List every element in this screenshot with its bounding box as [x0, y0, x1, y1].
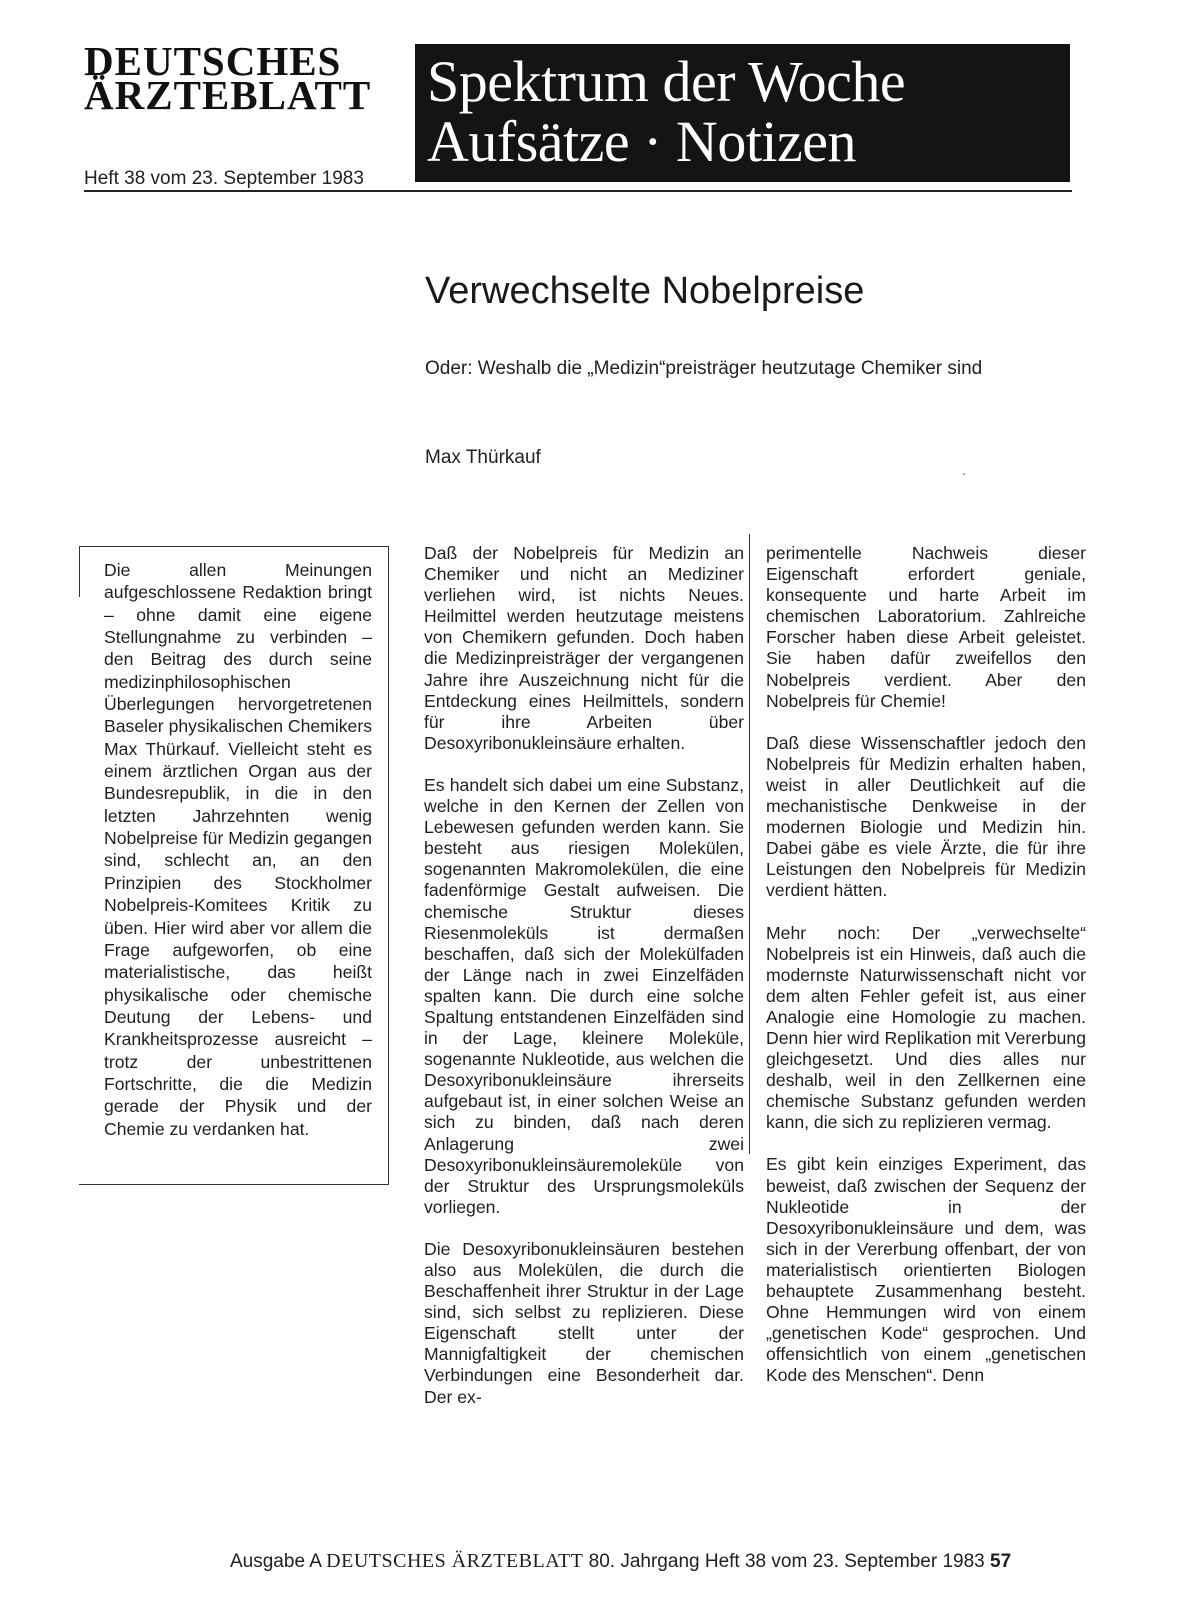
article-author: Max Thürkauf	[425, 447, 541, 468]
section-banner	[415, 44, 1070, 182]
page-number: 57	[990, 1551, 1012, 1572]
article-column-1	[424, 543, 744, 1429]
paragraph: Es gibt kein einziges Experiment, das beweist, daß zwischen der Sequenz der Nukleotide in der Desoxyribonukleinsäure und dem, was sich in der Vererbung offenbart, der von materialistisch orientierten Biologen behauptete Zusammenhang besteht. Ohne Hemmungen wird von einem „genetischen Kode“ gesprochen. Und offensichtlich von einem „genetischen Kode des Menschen“. Denn	[766, 1154, 1086, 1386]
editorial-note-text: Die allen Meinungen aufgeschlossene Redaktion bringt – ohne damit eine eigene Stellungnahme zu verbinden – den Beitrag des durch seine medizinphilosophischen Überlegungen hervorgetretenen Baseler physikalischen Chemikers Max Thürkauf. Vielleicht steht es einem ärztlichen Organ aus der Bundesrepublik, in die in den letzten Jahrzehnten wenig Nobelpreise für Medizin gegangen sind, schlecht an, an den Prinzipien des Stockholmer Nobelpreis-Komitees Kritik zu üben. Hier wird aber vor allem die Frage aufgeworfen, ob eine materialistische, das heißt physikalische oder chemische Deutung der Lebens- und Krankheitsprozesse ausreicht – trotz der unbestrittenen Fortschritte, die die Medizin gerade der Physik und der Chemie zu verdanken hat.	[104, 560, 372, 1139]
box-bracket	[79, 547, 80, 597]
paragraph: Es handelt sich dabei um eine Substanz, welche in den Kernen der Zellen von Lebewesen gefunden werden kann. Sie besteht aus riesigen Molekülen, sogenannten Makromolekülen, die eine fadenförmige Gestalt aufweisen. Die chemische Struktur dieses Riesenmoleküls ist dermaßen beschaffen, daß sich der Molekülfaden der Länge nach in zwei Einzelfäden spalten kann. Die durch eine solche Spaltung entstandenen Einzelfäden sind in der Lage, kleinere Moleküle, sogenannte Nukleotide, aus welchen die Desoxyribonukleinsäure ihrerseits aufgebaut ist, in einer solchen Weise an sich zu binden, daß nach deren Anlagerung zwei Desoxyribonukleinsäuremoleküle von der Struktur des Ursprungsmoleküls vorliegen.	[424, 774, 744, 1217]
paragraph: Mehr noch: Der „verwechselte“ Nobelpreis ist ein Hinweis, daß auch die modernste Naturwissenschaft nicht vor dem alten Fehler gefeit ist, aus einer Analogie eine Homologie zu machen. Denn hier wird Replikation mit Vererbung gleichgesetzt. Und dies alles nur deshalb, weil in den Zellkernen eine chemische Substanz gefunden werden kann, die sich zu replizieren vermag.	[766, 922, 1086, 1133]
journal-logo	[84, 38, 404, 118]
footer-journal: DEUTSCHES ÄRZTEBLATT	[326, 1550, 584, 1572]
header-divider	[84, 190, 1072, 192]
issue-date: Heft 38 vom 23. September 1983	[84, 168, 364, 189]
column-divider	[749, 534, 750, 1154]
page-footer	[230, 1550, 1011, 1573]
journal-name-line2: ÄRZTEBLATT	[84, 72, 372, 118]
paragraph: perimentelle Nachweis dieser Eigenschaft erfordert geniale, konsequente und harte Arbeit im chemischen Laboratorium. Zahlreiche Forscher haben diese Arbeit geleistet. Sie haben dafür zweifellos den Nobelpreis verdient. Aber den Nobelpreis für Chemie!	[766, 543, 1086, 711]
footer-volume: 80. Jahrgang Heft 38 vom 23. September 1983	[588, 1551, 985, 1572]
journal-name-line1: DEUTSCHES	[84, 38, 342, 84]
article-column-2	[766, 543, 1086, 1407]
article-title: Verwechselte Nobelpreise	[425, 270, 865, 312]
paragraph: Daß diese Wissenschaftler jedoch den Nobelpreis für Medizin erhalten haben, weist in aller Deutlichkeit auf die mechanistische Denkweise in der modernen Biologie und Medizin hin. Dabei gäbe es viele Ärzte, die für ihre Leistungen den Nobelpreis für Medizin verdient hätten.	[766, 732, 1086, 901]
section-title-line1: Spektrum der Woche	[427, 49, 906, 114]
editorial-note-box	[79, 546, 389, 1185]
article-subtitle: Oder: Weshalb die „Medizin“preisträger heutzutage Chemiker sind	[425, 358, 983, 379]
scan-speck	[963, 473, 965, 475]
footer-edition: Ausgabe A	[230, 1551, 321, 1572]
section-title-line2: Aufsätze · Notizen	[427, 109, 857, 174]
paragraph: Die Desoxyribonukleinsäuren bestehen also aus Molekülen, die durch die Beschaffenheit ihrer Struktur in der Lage sind, sich selbst zu replizieren. Diese Eigenschaft stellt unter der Mannigfaltigkeit der chemischen Verbindungen eine Besonderheit dar. Der ex-	[424, 1238, 744, 1407]
paragraph: Daß der Nobelpreis für Medizin an Chemiker und nicht an Mediziner verliehen wird, ist nichts Neues. Heilmittel werden heutzutage meistens von Chemikern gefunden. Doch haben die Medizinpreisträger der vergangenen Jahre ihre Auszeichnung nicht für die Entdeckung eines Heilmittels, sondern für ihre Arbeiten über Desoxyribonukleinsäure erhalten.	[424, 543, 744, 753]
